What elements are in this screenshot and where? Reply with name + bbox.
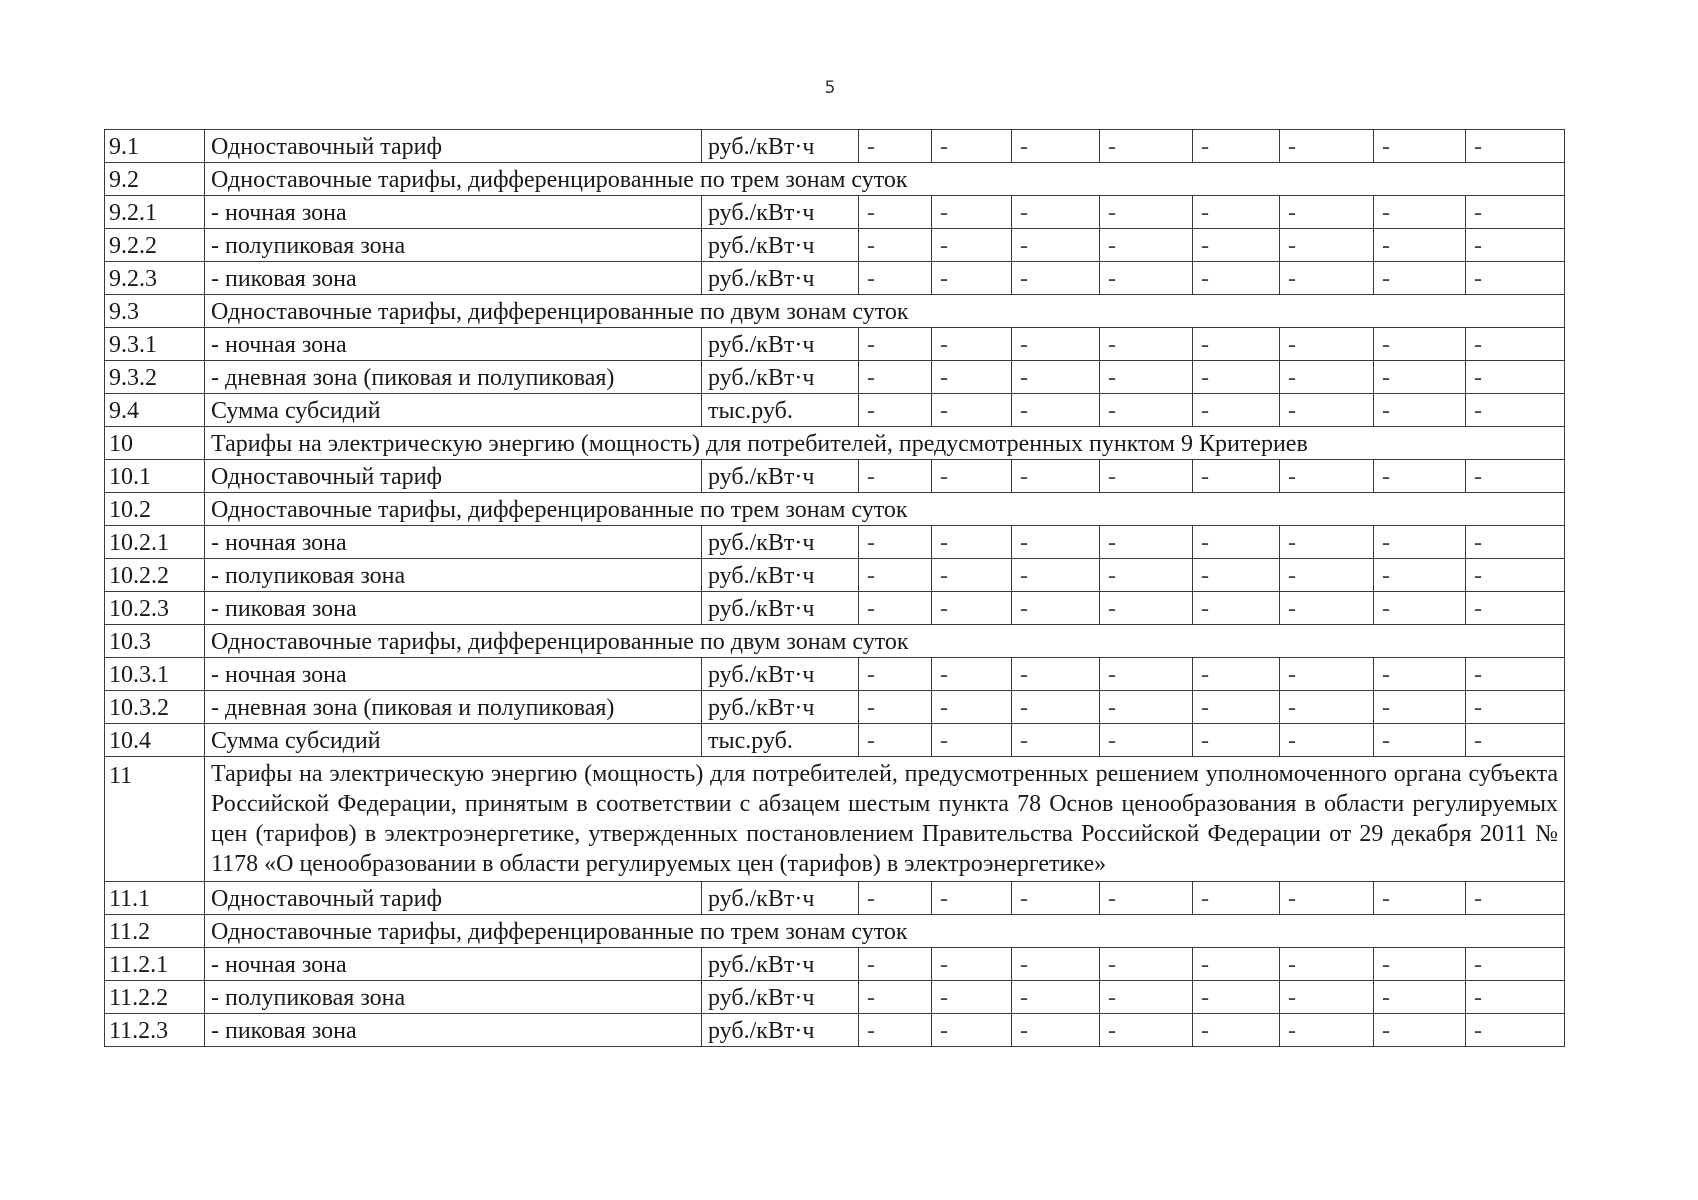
value-cell: - — [932, 948, 1012, 981]
value-cell: - — [1100, 262, 1193, 295]
value-cell: - — [859, 526, 932, 559]
value-cell: - — [1012, 526, 1100, 559]
table-row — [105, 196, 1565, 229]
value-cell: - — [859, 196, 932, 229]
table-row — [105, 526, 1565, 559]
table-row — [105, 460, 1565, 493]
row-unit: руб./кВт·ч — [702, 559, 859, 592]
row-name: Одноставочные тарифы, дифференцированные по двум зонам суток — [205, 625, 1565, 658]
section-header-row — [105, 625, 1565, 658]
value-cell: - — [1466, 328, 1565, 361]
value-cell: - — [859, 658, 932, 691]
value-cell: - — [1374, 691, 1466, 724]
value-cell: - — [932, 882, 1012, 915]
value-cell: - — [1466, 658, 1565, 691]
row-name: - пиковая зона — [205, 262, 702, 295]
row-name: Сумма субсидий — [205, 394, 702, 427]
page-number: 5 — [824, 78, 836, 98]
value-cell: - — [859, 882, 932, 915]
value-cell: - — [1100, 130, 1193, 163]
row-unit: руб./кВт·ч — [702, 328, 859, 361]
value-cell: - — [932, 559, 1012, 592]
value-cell: - — [932, 196, 1012, 229]
value-cell: - — [859, 130, 932, 163]
value-cell: - — [932, 724, 1012, 757]
row-name: Одноставочный тариф — [205, 130, 702, 163]
row-number: 10.2 — [105, 493, 205, 526]
row-name: - ночная зона — [205, 948, 702, 981]
value-cell: - — [1466, 1014, 1565, 1047]
value-cell: - — [1280, 948, 1374, 981]
value-cell: - — [1374, 328, 1466, 361]
value-cell: - — [1193, 361, 1280, 394]
value-cell: - — [1466, 981, 1565, 1014]
row-name: - ночная зона — [205, 328, 702, 361]
value-cell: - — [1193, 691, 1280, 724]
value-cell: - — [859, 229, 932, 262]
row-unit: руб./кВт·ч — [702, 262, 859, 295]
value-cell: - — [1100, 328, 1193, 361]
value-cell: - — [932, 262, 1012, 295]
value-cell: - — [932, 981, 1012, 1014]
value-cell: - — [1280, 196, 1374, 229]
value-cell: - — [1466, 882, 1565, 915]
value-cell: - — [1193, 981, 1280, 1014]
row-number: 9.2 — [105, 163, 205, 196]
value-cell: - — [1280, 394, 1374, 427]
row-number: 9.3 — [105, 295, 205, 328]
value-cell: - — [1280, 658, 1374, 691]
value-cell: - — [859, 262, 932, 295]
value-cell: - — [1012, 460, 1100, 493]
value-cell: - — [1193, 948, 1280, 981]
row-name: - ночная зона — [205, 526, 702, 559]
row-number: 9.2.1 — [105, 196, 205, 229]
value-cell: - — [1280, 361, 1374, 394]
value-cell: - — [1374, 981, 1466, 1014]
value-cell: - — [1280, 460, 1374, 493]
value-cell: - — [1193, 724, 1280, 757]
value-cell: - — [1012, 981, 1100, 1014]
value-cell: - — [1100, 981, 1193, 1014]
value-cell: - — [1100, 658, 1193, 691]
row-name: - полупиковая зона — [205, 981, 702, 1014]
value-cell: - — [1012, 130, 1100, 163]
row-number: 11.2.3 — [105, 1014, 205, 1047]
value-cell: - — [1280, 691, 1374, 724]
value-cell: - — [1280, 130, 1374, 163]
row-name: Одноставочный тариф — [205, 882, 702, 915]
value-cell: - — [1280, 724, 1374, 757]
value-cell: - — [1280, 981, 1374, 1014]
value-cell: - — [859, 559, 932, 592]
value-cell: - — [1193, 882, 1280, 915]
value-cell: - — [932, 460, 1012, 493]
table-row — [105, 592, 1565, 625]
row-name: Одноставочные тарифы, дифференцированные по трем зонам суток — [205, 163, 1565, 196]
value-cell: - — [1280, 229, 1374, 262]
value-cell: - — [932, 526, 1012, 559]
section-header-row — [105, 295, 1565, 328]
value-cell: - — [1280, 1014, 1374, 1047]
value-cell: - — [1012, 592, 1100, 625]
row-number: 11.1 — [105, 882, 205, 915]
value-cell: - — [1466, 526, 1565, 559]
value-cell: - — [859, 328, 932, 361]
tariff-table — [104, 129, 1565, 1047]
value-cell: - — [1012, 196, 1100, 229]
value-cell: - — [1374, 882, 1466, 915]
row-number: 10.3.1 — [105, 658, 205, 691]
value-cell: - — [1280, 882, 1374, 915]
value-cell: - — [1374, 229, 1466, 262]
value-cell: - — [1193, 262, 1280, 295]
value-cell: - — [1100, 460, 1193, 493]
value-cell: - — [1100, 724, 1193, 757]
table-row — [105, 394, 1565, 427]
row-number: 11.2.2 — [105, 981, 205, 1014]
value-cell: - — [1193, 526, 1280, 559]
row-unit: тыс.руб. — [702, 394, 859, 427]
value-cell: - — [1193, 328, 1280, 361]
row-name: Одноставочные тарифы, дифференцированные по двум зонам суток — [205, 295, 1565, 328]
row-number: 10.3 — [105, 625, 205, 658]
row-name: Одноставочные тарифы, дифференцированные по трем зонам суток — [205, 493, 1565, 526]
value-cell: - — [1100, 1014, 1193, 1047]
value-cell: - — [1466, 592, 1565, 625]
row-name: Тарифы на электрическую энергию (мощность) для потребителей, предусмотренных решением уполномоченного органа субъекта Российской Федерации, принятым в соответствии с абзацем шестым пункта 78 Основ ценообразования в области регулируемых цен (тарифов) в электроэнергетике, утвержденных постановлением Правительства Российской Федерации от 29 декабря 2011 № 1178 «О ценообразовании в области регулируемых цен (тарифов) в электроэнергетике» — [205, 757, 1565, 882]
value-cell: - — [932, 394, 1012, 427]
value-cell: - — [1466, 130, 1565, 163]
table-row — [105, 1014, 1565, 1047]
row-number: 10.4 — [105, 724, 205, 757]
value-cell: - — [1100, 691, 1193, 724]
table-row — [105, 658, 1565, 691]
value-cell: - — [1466, 724, 1565, 757]
value-cell: - — [1466, 691, 1565, 724]
value-cell: - — [1012, 262, 1100, 295]
row-number: 9.1 — [105, 130, 205, 163]
row-number: 10.1 — [105, 460, 205, 493]
value-cell: - — [1374, 658, 1466, 691]
row-number: 11.2.1 — [105, 948, 205, 981]
table-row — [105, 361, 1565, 394]
row-unit: руб./кВт·ч — [702, 130, 859, 163]
value-cell: - — [1012, 559, 1100, 592]
value-cell: - — [1466, 948, 1565, 981]
row-number: 11 — [105, 757, 205, 882]
value-cell: - — [1012, 1014, 1100, 1047]
value-cell: - — [1374, 361, 1466, 394]
value-cell: - — [1374, 948, 1466, 981]
value-cell: - — [1280, 559, 1374, 592]
value-cell: - — [1374, 130, 1466, 163]
value-cell: - — [859, 724, 932, 757]
value-cell: - — [1012, 361, 1100, 394]
value-cell: - — [1193, 592, 1280, 625]
value-cell: - — [1466, 460, 1565, 493]
value-cell: - — [1193, 1014, 1280, 1047]
value-cell: - — [1012, 328, 1100, 361]
row-name: - дневная зона (пиковая и полупиковая) — [205, 691, 702, 724]
value-cell: - — [1100, 559, 1193, 592]
table-row — [105, 948, 1565, 981]
row-unit: руб./кВт·ч — [702, 361, 859, 394]
section-header-row — [105, 493, 1565, 526]
row-number: 9.2.3 — [105, 262, 205, 295]
section-header-row — [105, 163, 1565, 196]
row-name: - пиковая зона — [205, 1014, 702, 1047]
value-cell: - — [859, 691, 932, 724]
value-cell: - — [1280, 592, 1374, 625]
row-unit: руб./кВт·ч — [702, 981, 859, 1014]
value-cell: - — [1100, 948, 1193, 981]
value-cell: - — [1374, 526, 1466, 559]
row-name: - дневная зона (пиковая и полупиковая) — [205, 361, 702, 394]
value-cell: - — [1374, 559, 1466, 592]
value-cell: - — [1193, 658, 1280, 691]
value-cell: - — [932, 130, 1012, 163]
row-number: 9.2.2 — [105, 229, 205, 262]
row-unit: руб./кВт·ч — [702, 882, 859, 915]
value-cell: - — [1193, 196, 1280, 229]
value-cell: - — [1466, 559, 1565, 592]
row-unit: руб./кВт·ч — [702, 526, 859, 559]
value-cell: - — [859, 592, 932, 625]
value-cell: - — [859, 361, 932, 394]
value-cell: - — [1012, 948, 1100, 981]
table-row — [105, 724, 1565, 757]
row-unit: руб./кВт·ч — [702, 1014, 859, 1047]
row-number: 11.2 — [105, 915, 205, 948]
table-row — [105, 691, 1565, 724]
value-cell: - — [1466, 394, 1565, 427]
value-cell: - — [1374, 394, 1466, 427]
table-row — [105, 130, 1565, 163]
section-header-row — [105, 757, 1565, 882]
value-cell: - — [1374, 1014, 1466, 1047]
value-cell: - — [1012, 882, 1100, 915]
row-unit: руб./кВт·ч — [702, 658, 859, 691]
row-number: 10.2.3 — [105, 592, 205, 625]
row-name: Одноставочный тариф — [205, 460, 702, 493]
value-cell: - — [1374, 460, 1466, 493]
value-cell: - — [1100, 229, 1193, 262]
value-cell: - — [859, 394, 932, 427]
row-number: 9.4 — [105, 394, 205, 427]
row-number: 10 — [105, 427, 205, 460]
value-cell: - — [1193, 229, 1280, 262]
row-unit: тыс.руб. — [702, 724, 859, 757]
value-cell: - — [1012, 658, 1100, 691]
value-cell: - — [1193, 559, 1280, 592]
value-cell: - — [1100, 196, 1193, 229]
row-name: Тарифы на электрическую энергию (мощность) для потребителей, предусмотренных пунктом 9 Критериев — [205, 427, 1565, 460]
value-cell: - — [932, 691, 1012, 724]
table-row — [105, 981, 1565, 1014]
value-cell: - — [1280, 262, 1374, 295]
value-cell: - — [1012, 724, 1100, 757]
table-row — [105, 882, 1565, 915]
value-cell: - — [859, 948, 932, 981]
row-name: Сумма субсидий — [205, 724, 702, 757]
section-header-row — [105, 915, 1565, 948]
tariff-table-body — [105, 130, 1565, 1047]
value-cell: - — [932, 361, 1012, 394]
row-name: - полупиковая зона — [205, 559, 702, 592]
row-name: Одноставочные тарифы, дифференцированные по трем зонам суток — [205, 915, 1565, 948]
value-cell: - — [1466, 361, 1565, 394]
table-row — [105, 262, 1565, 295]
value-cell: - — [1100, 526, 1193, 559]
value-cell: - — [859, 460, 932, 493]
row-unit: руб./кВт·ч — [702, 460, 859, 493]
value-cell: - — [932, 1014, 1012, 1047]
value-cell: - — [1193, 394, 1280, 427]
value-cell: - — [1374, 592, 1466, 625]
row-unit: руб./кВт·ч — [702, 691, 859, 724]
table-row — [105, 559, 1565, 592]
value-cell: - — [859, 1014, 932, 1047]
row-unit: руб./кВт·ч — [702, 229, 859, 262]
row-number: 10.3.2 — [105, 691, 205, 724]
row-name: - пиковая зона — [205, 592, 702, 625]
value-cell: - — [1012, 229, 1100, 262]
value-cell: - — [1280, 328, 1374, 361]
value-cell: - — [932, 328, 1012, 361]
row-unit: руб./кВт·ч — [702, 592, 859, 625]
value-cell: - — [1100, 882, 1193, 915]
value-cell: - — [1374, 262, 1466, 295]
row-number: 10.2.1 — [105, 526, 205, 559]
value-cell: - — [1100, 592, 1193, 625]
row-name: - ночная зона — [205, 196, 702, 229]
value-cell: - — [1280, 526, 1374, 559]
value-cell: - — [1012, 691, 1100, 724]
value-cell: - — [932, 592, 1012, 625]
value-cell: - — [1100, 361, 1193, 394]
row-name: - полупиковая зона — [205, 229, 702, 262]
value-cell: - — [1193, 460, 1280, 493]
row-number: 9.3.2 — [105, 361, 205, 394]
value-cell: - — [1466, 229, 1565, 262]
section-header-row — [105, 427, 1565, 460]
row-number: 10.2.2 — [105, 559, 205, 592]
table-row — [105, 328, 1565, 361]
value-cell: - — [1374, 724, 1466, 757]
value-cell: - — [1100, 394, 1193, 427]
row-unit: руб./кВт·ч — [702, 196, 859, 229]
value-cell: - — [1193, 130, 1280, 163]
value-cell: - — [1012, 394, 1100, 427]
value-cell: - — [1466, 196, 1565, 229]
value-cell: - — [859, 981, 932, 1014]
value-cell: - — [1466, 262, 1565, 295]
table-row — [105, 229, 1565, 262]
row-unit: руб./кВт·ч — [702, 948, 859, 981]
value-cell: - — [932, 229, 1012, 262]
value-cell: - — [932, 658, 1012, 691]
row-number: 9.3.1 — [105, 328, 205, 361]
row-name: - ночная зона — [205, 658, 702, 691]
value-cell: - — [1374, 196, 1466, 229]
